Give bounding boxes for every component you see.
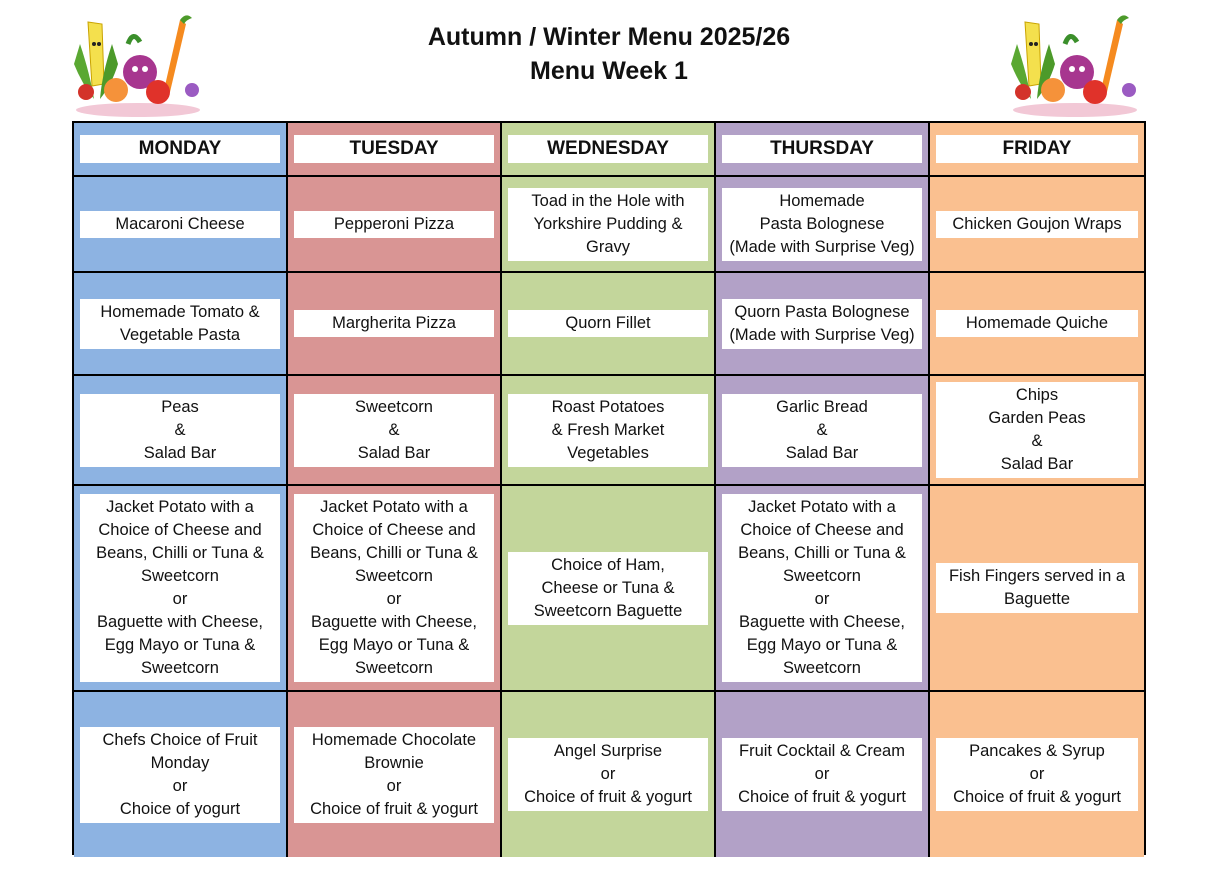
day-label: MONDAY — [80, 135, 280, 163]
day-label: WEDNESDAY — [508, 135, 708, 163]
menu-cell-alternative — [716, 486, 930, 692]
menu-cell-alternative — [502, 486, 716, 692]
day-label: FRIDAY — [936, 135, 1138, 163]
menu-item-text: Quorn Pasta Bolognese (Made with Surprise Veg) — [722, 299, 922, 349]
menu-cell-alternative — [74, 486, 288, 692]
menu-item-text: Roast Potatoes & Fresh Market Vegetables — [508, 394, 708, 467]
menu-cell-dessert — [716, 692, 930, 857]
menu-cell-alternative — [288, 486, 502, 692]
menu-item-text: Peas & Salad Bar — [80, 394, 280, 467]
menu-item-text: Homemade Tomato & Vegetable Pasta — [80, 299, 280, 349]
menu-item-text: Chicken Goujon Wraps — [936, 211, 1138, 238]
menu-item-text: Macaroni Cheese — [80, 211, 280, 238]
day-header-wednesday — [502, 123, 716, 177]
menu-cell-main — [288, 177, 502, 273]
menu-cell-alternative — [930, 486, 1144, 692]
menu-item-text: Quorn Fillet — [508, 310, 708, 337]
menu-cell-main — [502, 177, 716, 273]
menu-item-text: Fish Fingers served in a Baguette — [936, 563, 1138, 613]
menu-cell-main — [716, 177, 930, 273]
menu-item-text: Fruit Cocktail & Cream or Choice of fruit & yogurt — [722, 738, 922, 811]
menu-title: Autumn / Winter Menu 2025/26 — [427, 23, 791, 51]
day-header-thursday — [716, 123, 930, 177]
menu-item-text: Homemade Chocolate Brownie or Choice of fruit & yogurt — [294, 727, 494, 823]
menu-cell-sides — [502, 376, 716, 486]
menu-item-text: Pancakes & Syrup or Choice of fruit & yogurt — [936, 738, 1138, 811]
menu-item-text: Jacket Potato with a Choice of Cheese and Beans, Chilli or Tuna & Sweetcorn or Baguette with Cheese, Egg Mayo or Tuna & Sweetcorn — [294, 494, 494, 682]
day-header-monday — [74, 123, 288, 177]
menu-item-text: Chefs Choice of Fruit Monday or Choice of yogurt — [80, 727, 280, 823]
menu-cell-vegetarian — [288, 273, 502, 376]
menu-cell-sides — [930, 376, 1144, 486]
menu-cell-dessert — [502, 692, 716, 857]
menu-item-text: Angel Surprise or Choice of fruit & yogurt — [508, 738, 708, 811]
menu-cell-vegetarian — [716, 273, 930, 376]
menu-cell-sides — [716, 376, 930, 486]
menu-cell-vegetarian — [74, 273, 288, 376]
menu-item-text: Jacket Potato with a Choice of Cheese and Beans, Chilli or Tuna & Sweetcorn or Baguette with Cheese, Egg Mayo or Tuna & Sweetcorn — [722, 494, 922, 682]
menu-item-text: Jacket Potato with a Choice of Cheese and Beans, Chilli or Tuna & Sweetcorn or Baguette with Cheese, Egg Mayo or Tuna & Sweetcorn — [80, 494, 280, 682]
menu-cell-sides — [288, 376, 502, 486]
menu-item-text: Pepperoni Pizza — [294, 211, 494, 238]
menu-cell-dessert — [74, 692, 288, 857]
day-header-tuesday — [288, 123, 502, 177]
vegetable-characters-icon — [1005, 14, 1155, 118]
day-label: TUESDAY — [294, 135, 494, 163]
menu-cell-dessert — [288, 692, 502, 857]
menu-item-text: Toad in the Hole with Yorkshire Pudding & Gravy — [508, 188, 708, 261]
menu-item-text: Chips Garden Peas & Salad Bar — [936, 382, 1138, 478]
menu-item-text: Choice of Ham, Cheese or Tuna & Sweetcorn Baguette — [508, 552, 708, 625]
menu-item-text: Margherita Pizza — [294, 310, 494, 337]
menu-item-text: Sweetcorn & Salad Bar — [294, 394, 494, 467]
menu-cell-dessert — [930, 692, 1144, 857]
menu-cell-main — [930, 177, 1144, 273]
menu-table — [72, 121, 1146, 855]
menu-item-text: Garlic Bread & Salad Bar — [722, 394, 922, 467]
menu-week-title: Menu Week 1 — [530, 57, 688, 85]
menu-cell-vegetarian — [930, 273, 1144, 376]
menu-cell-sides — [74, 376, 288, 486]
menu-cell-main — [74, 177, 288, 273]
day-header-friday — [930, 123, 1144, 177]
menu-item-text: Homemade Pasta Bolognese (Made with Surprise Veg) — [722, 188, 922, 261]
day-label: THURSDAY — [722, 135, 922, 163]
menu-cell-vegetarian — [502, 273, 716, 376]
menu-item-text: Homemade Quiche — [936, 310, 1138, 337]
vegetable-characters-icon — [68, 14, 218, 118]
